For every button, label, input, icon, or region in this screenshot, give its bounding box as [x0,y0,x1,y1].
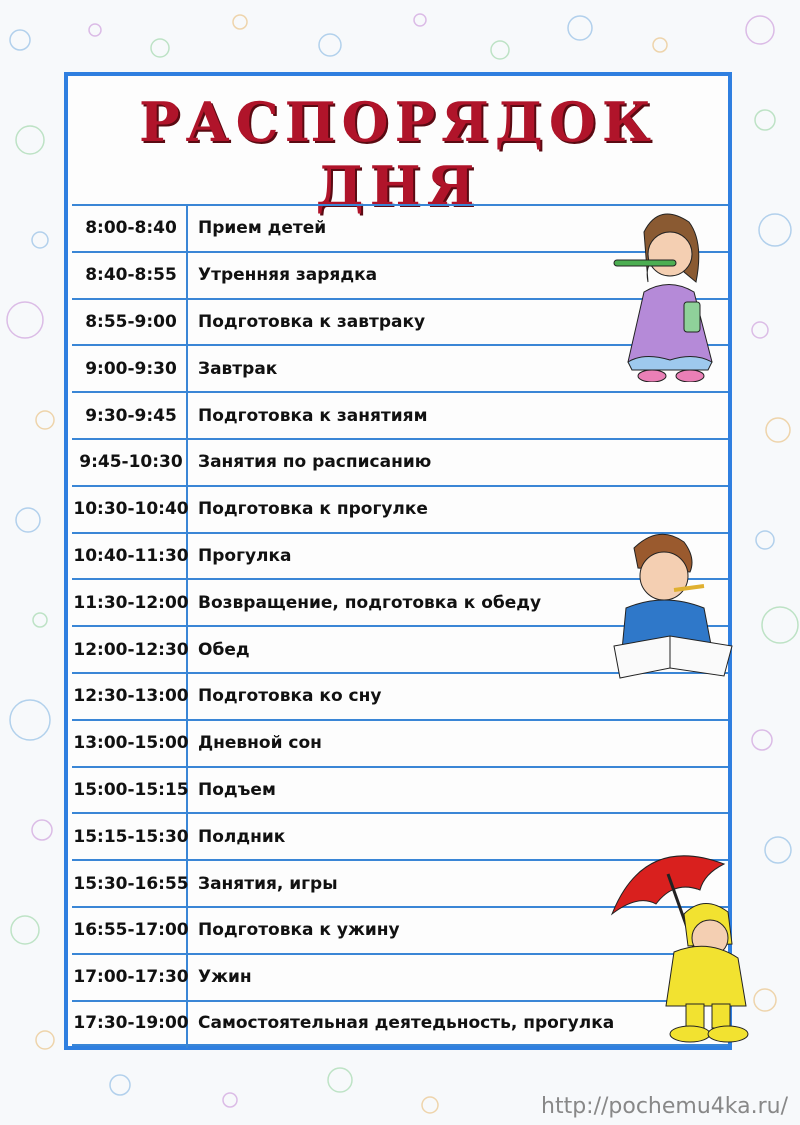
schedule-row [72,391,728,438]
schedule-activity: Утренняя зарядка [198,265,378,286]
schedule-time: 8:40-8:55 [85,265,177,286]
schedule-activity: Возвращение, подготовка к обеду [198,592,542,613]
schedule-time: 10:30-10:40 [73,499,189,520]
schedule-activity: Самостоятельная деятедьность, прогулка [198,1012,615,1033]
schedule-activity: Завтрак [198,358,278,379]
child-with-umbrella-illustration [604,834,764,1046]
schedule-time: 11:30-12:00 [73,592,189,613]
schedule-activity: Подготовка к завтраку [198,311,426,332]
schedule-time: 8:55-9:00 [85,311,177,332]
schedule-row [72,438,728,485]
girl-brushing-teeth-illustration [604,202,734,382]
schedule-activity: Занятия по расписанию [198,452,432,473]
schedule-time: 16:55-17:00 [73,920,189,941]
schedule-activity: Обед [198,639,250,660]
schedule-activity: Прием детей [198,218,327,239]
boy-with-book-illustration [604,528,736,686]
schedule-activity: Подъем [198,779,276,800]
schedule-time: 12:30-13:00 [73,686,189,707]
schedule-time: 17:30-19:00 [73,1012,189,1033]
schedule-activity: Прогулка [198,545,292,566]
site-url-watermark: http://pochemu4ka.ru/ [541,1094,788,1119]
schedule-row [72,485,728,532]
schedule-time: 12:00-12:30 [73,639,189,660]
schedule-activity: Полдник [198,826,286,847]
schedule-activity: Дневной сон [198,733,322,754]
schedule-time: 13:00-15:00 [73,733,189,754]
schedule-row [72,766,728,813]
schedule-time: 15:15-15:30 [73,826,189,847]
schedule-activity: Занятия, игры [198,873,338,894]
page-title: РАСПОРЯДОК ДНЯ [139,90,657,218]
schedule-time: 8:00-8:40 [85,218,177,239]
schedule-activity: Ужин [198,967,252,988]
schedule-time: 17:00-17:30 [73,967,189,988]
schedule-time: 10:40-11:30 [73,545,189,566]
schedule-row [72,719,728,766]
schedule-sheet [64,72,732,1050]
schedule-activity: Подготовка к ужину [198,920,400,941]
schedule-activity: Подготовка к занятиям [198,405,428,426]
schedule-time: 15:30-16:55 [73,873,189,894]
schedule-activity: Подготовка ко сну [198,686,382,707]
schedule-time: 15:00-15:15 [73,779,189,800]
schedule-time: 9:00-9:30 [85,358,177,379]
schedule-activity: Подготовка к прогулке [198,499,428,520]
schedule-time: 9:30-9:45 [85,405,177,426]
schedule-time: 9:45-10:30 [79,452,183,473]
